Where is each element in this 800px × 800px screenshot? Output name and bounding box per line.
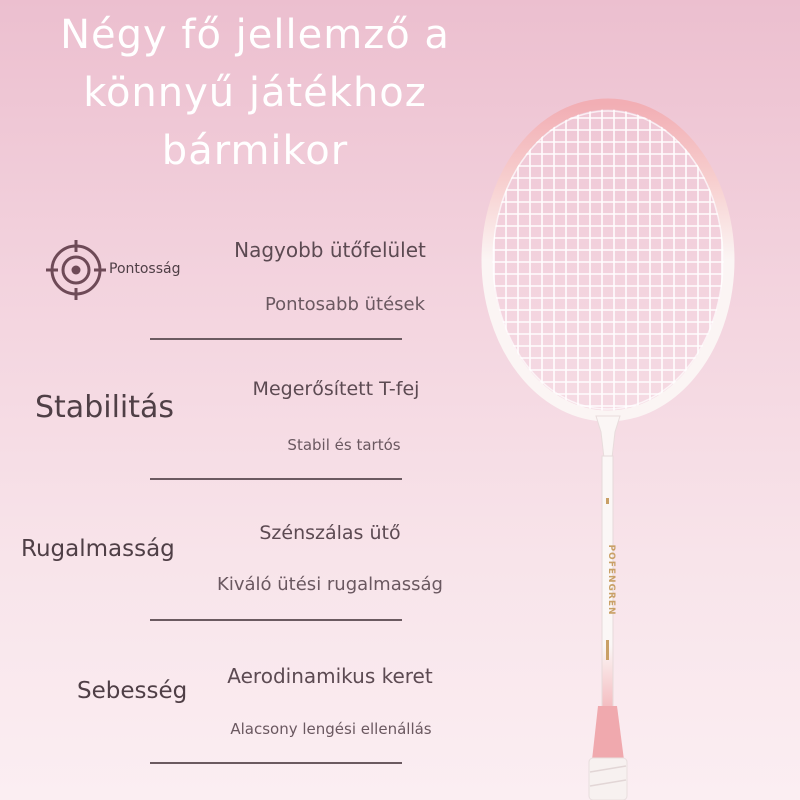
headline-line-1: Négy fő jellemző a — [60, 12, 450, 58]
feature-subtitle-4: Alacsony lengési ellenállás — [230, 720, 432, 738]
headline-line-2: könnyű játékhoz — [83, 70, 427, 116]
feature-title-4: Aerodinamikus keret — [227, 664, 433, 688]
divider-3 — [150, 619, 402, 621]
racket-handle-cap — [592, 706, 624, 760]
feature-label-speed: Sebesség — [77, 678, 188, 704]
feature-label-precision: Pontosság — [109, 261, 181, 277]
divider-2 — [150, 478, 402, 480]
feature-title-2: Megerősített T-fej — [252, 378, 420, 400]
headline-line-3: bármikor — [161, 128, 349, 174]
feature-label-stability: Stabilitás — [35, 390, 175, 425]
feature-subtitle-3: Kiváló ütési rugalmasság — [217, 574, 443, 595]
feature-title-3: Szénszálas ütő — [259, 522, 401, 544]
feature-title-1: Nagyobb ütőfelület — [234, 238, 426, 262]
racket-t-joint — [596, 416, 620, 458]
divider-1 — [150, 338, 402, 340]
feature-subtitle-2: Stabil és tartós — [287, 436, 401, 454]
racket-brand-text: POFENGREN — [606, 544, 616, 616]
feature-label-elasticity: Rugalmasság — [21, 536, 175, 562]
feature-subtitle-1: Pontosabb ütések — [264, 294, 426, 315]
target-icon — [44, 238, 108, 302]
racket-grip — [589, 758, 627, 800]
divider-4 — [150, 762, 402, 764]
